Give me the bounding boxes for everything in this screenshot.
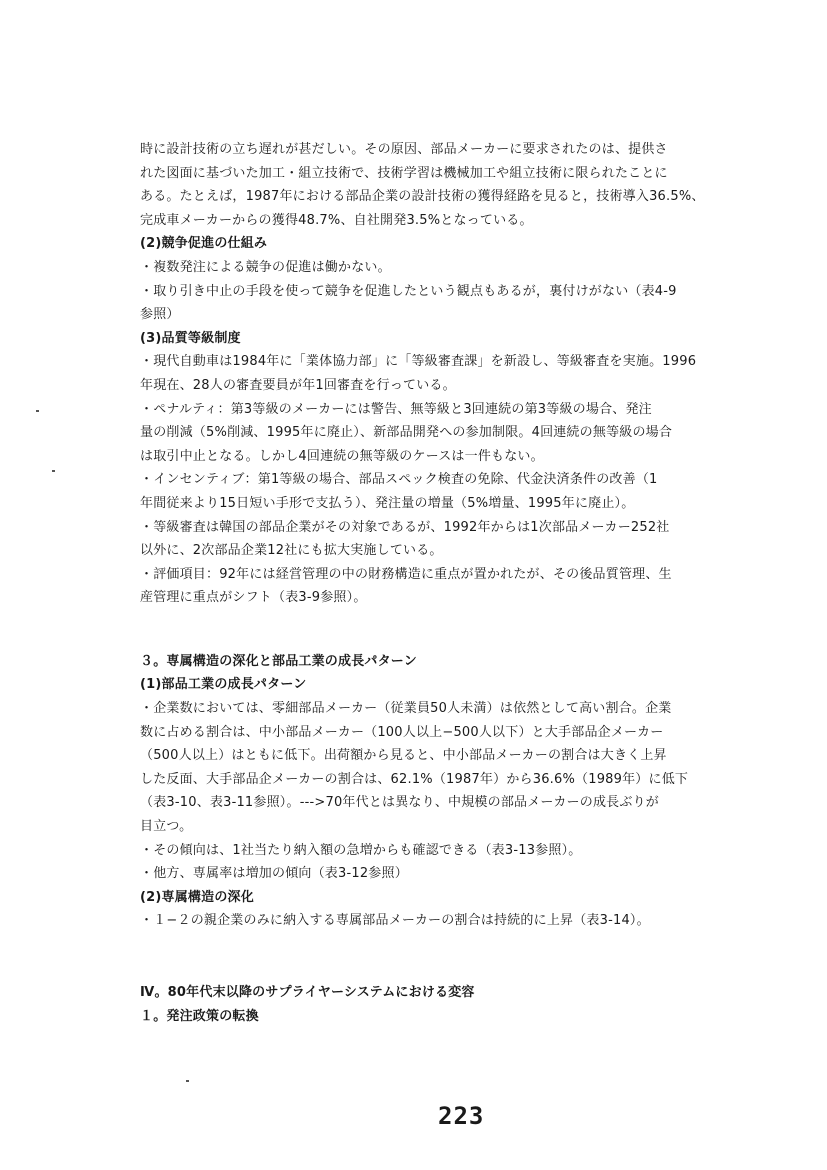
body-line: ある。たとえば，1987年における部品企業の設計技術の獲得経路を見ると，技術導入36.5%、 bbox=[140, 189, 705, 205]
body-line: ・ペナルティ：第3等級のメーカーには警告、無等級と3回連続の第3等級の場合、発注 bbox=[140, 401, 652, 417]
section-gap bbox=[140, 610, 772, 650]
body-line: 以外に、2次部品企業12社にも拡大実施している。 bbox=[140, 543, 443, 559]
subheading-competition: (2)競争促進の仕組み bbox=[140, 236, 268, 252]
body-line: 目立つ。 bbox=[140, 819, 193, 835]
body-line: 年現在、28人の審査要員が年1回審査を行っている。 bbox=[140, 377, 456, 393]
body-line: 参照） bbox=[140, 307, 180, 323]
section-gap bbox=[140, 933, 772, 981]
body-line: ・評価項目：92年には経営管理の中の財務構造に重点が置かれたが、その後品質管理、生 bbox=[140, 566, 672, 582]
scan-speck bbox=[186, 1080, 189, 1082]
section-title-3: ３。専属構造の深化と部品工業の成長パターン bbox=[140, 653, 417, 669]
body-line: ・等級審査は韓国の部品企業がその対象であるが、1992年からは1次部品メーカー252社 bbox=[140, 519, 670, 535]
body-line: ・１−２の親企業のみに納入する専属部品メーカーの割合は持続的に上昇（表3-14）。 bbox=[140, 913, 650, 929]
section-title-IV-1: １。発注政策の転換 bbox=[140, 1008, 259, 1024]
body-line: ・企業数においては、零細部品メーカー（従業員50人未満）は依然として高い割合。企業 bbox=[140, 701, 672, 717]
page-number: 223 bbox=[438, 1102, 485, 1130]
body-line: した反面、大手部品企メーカーの割合は、62.1%（1987年）から36.6%（1989年）に低下 bbox=[140, 771, 689, 787]
body-line: 完成車メーカーからの獲得48.7%、自社開発3.5%となっている。 bbox=[140, 212, 533, 228]
document-body bbox=[140, 138, 772, 1028]
body-line: ・現代自動車は1984年に「業体協力部」に「等級審査課」を新設し、等級審査を実施。1996 bbox=[140, 354, 697, 370]
body-line: 産管理に重点がシフト（表3-9参照）。 bbox=[140, 590, 367, 606]
body-line: 数に占める割合は、中小部品メーカー（100人以上−500人以下）と大手部品企メーカー bbox=[140, 724, 664, 740]
scan-speck bbox=[36, 410, 39, 412]
section-title-IV: Ⅳ。80年代末以降のサプライヤーシステムにおける変容 bbox=[140, 985, 475, 1000]
subheading-dedicated-structure: (2)専属構造の深化 bbox=[140, 889, 254, 905]
body-line: 年間従来より15日短い手形で支払う）、発注量の増量（5%増量、1995年に廃止）。 bbox=[140, 495, 635, 511]
body-line: ・取り引き中止の手段を使って競争を促進したという観点もあるが，裏付けがない（表4-9 bbox=[140, 283, 677, 299]
body-line: ・他方、専属率は増加の傾向（表3-12参照） bbox=[140, 866, 408, 882]
body-line: 時に設計技術の立ち遅れが甚だしい。その原因、部品メーカーに要求されたのは、提供さ bbox=[140, 142, 668, 157]
body-line: れた図面に基づいた加工・組立技術で、技術学習は機械加工や組立技術に限られたことに bbox=[140, 165, 668, 181]
body-line: ・インセンティブ：第1等級の場合、部品スペック検査の免除、代金決済条件の改善（1 bbox=[140, 472, 658, 488]
body-line: 量の削減（5%削減、1995年に廃止）、新部品開発への参加制限。4回連続の無等級の場合 bbox=[140, 425, 673, 441]
body-line: ・複数発注による競争の促進は働かない。 bbox=[140, 259, 391, 275]
subheading-quality-grade: (3)品質等級制度 bbox=[140, 330, 241, 346]
body-line: ・その傾向は、1社当たり納入額の急増からも確認できる（表3-13参照）。 bbox=[140, 842, 582, 858]
body-line: （500人以上）はともに低下。出荷額から見ると、中小部品メーカーの割合は大きく上昇 bbox=[140, 748, 667, 764]
subheading-growth-pattern: (1)部品工業の成長パターン bbox=[140, 677, 307, 693]
body-line: は取引中止となる。しかし4回連続の無等級のケースは一件もない。 bbox=[140, 448, 544, 464]
scan-speck bbox=[52, 470, 55, 472]
body-line: （表3-10、表3-11参照）。--->70年代とは異なり、中規模の部品メーカーの成長ぶりが bbox=[140, 795, 659, 811]
